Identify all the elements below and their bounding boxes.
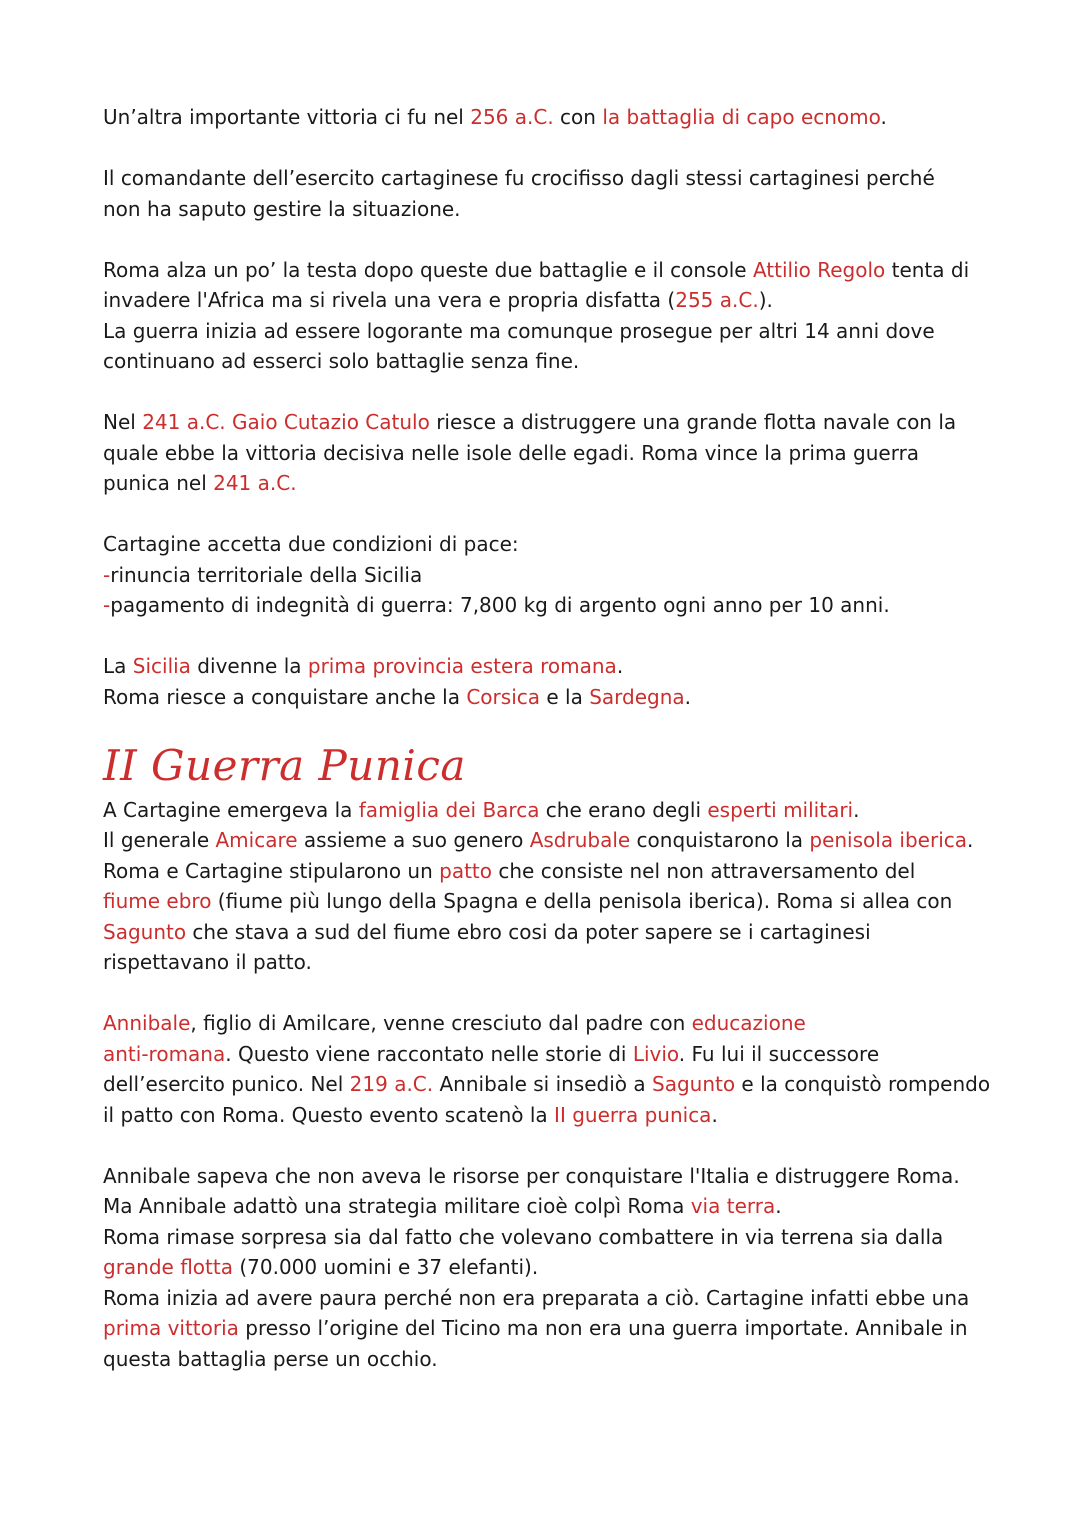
body-text: che stava a sud del fiume ebro cosi da poter sapere se i cartaginesi — [186, 919, 871, 944]
body-text: , figlio di Amilcare, venne cresciuto dal padre con — [190, 1011, 692, 1035]
section-seconda-guerra-punica — [103, 795, 1003, 1375]
body-text: che erano degli — [539, 797, 708, 822]
body-text: presso l’origine del Ticino ma non era una guerra importate. Annibale in — [238, 1316, 968, 1340]
highlighted-text: Corsica — [466, 684, 540, 709]
highlighted-text: 219 a.C. — [349, 1072, 434, 1096]
body-text: riesce a distruggere una grande flotta navale con la — [429, 410, 957, 434]
body-text: (70.000 uomini e 37 elefanti). — [232, 1255, 539, 1279]
body-text: . — [616, 654, 624, 678]
text-line — [103, 1100, 1003, 1131]
body-text: Nel — [103, 410, 143, 434]
highlighted-text: anti-romana — [103, 1041, 226, 1066]
body-text: . Questo viene raccontato nelle storie di — [225, 1041, 633, 1066]
body-text: questa battaglia perse un occhio. — [103, 1346, 438, 1371]
highlighted-text: II guerra punica — [554, 1102, 712, 1127]
paragraph — [103, 529, 1003, 621]
text-line — [103, 468, 1003, 499]
highlighted-text: 241 a.C. — [213, 471, 297, 495]
highlighted-text: Amicare — [215, 828, 298, 852]
body-text: tenta di — [885, 257, 970, 282]
text-line — [103, 795, 1003, 826]
highlighted-text: la battaglia di capo ecnomo — [602, 105, 881, 129]
paragraph — [103, 255, 1003, 377]
text-line — [103, 682, 1003, 713]
body-text: . — [775, 1194, 782, 1218]
paragraph — [103, 102, 1003, 133]
body-text: divenne la — [190, 654, 308, 678]
text-line — [103, 917, 1003, 948]
text-line — [103, 1161, 1003, 1192]
text-line — [103, 1344, 1003, 1375]
body-text: Annibale sapeva che non aveva le risorse per conquistare l'Italia e distruggere Roma. — [103, 1163, 960, 1188]
body-text: che consiste nel non attraversamento del — [492, 858, 916, 883]
section-heading: II Guerra Punica — [103, 740, 466, 790]
body-text: Roma rimase sorpresa sia dal fatto che volevano combattere in via terrena sia dalla — [103, 1224, 944, 1249]
body-text: non ha saputo gestire la situazione. — [103, 196, 461, 221]
body-text: punica nel — [103, 471, 214, 495]
highlighted-text: Sicilia — [132, 654, 191, 678]
text-line — [103, 560, 1003, 591]
body-text: A Cartagine emergeva la — [103, 797, 359, 822]
highlighted-text: Sardegna — [589, 684, 685, 709]
body-text: . — [684, 684, 692, 709]
paragraph — [103, 163, 1003, 224]
body-text: Il comandante dell’esercito cartaginese fu crocifisso dagli stessi cartaginesi perché — [103, 166, 935, 190]
section-prima-guerra-punica — [103, 102, 1003, 712]
highlighted-text: Annibale — [103, 1011, 191, 1035]
paragraph — [103, 1161, 1003, 1375]
text-line — [103, 1313, 1003, 1344]
body-text: Cartagine accetta due condizioni di pace: — [103, 532, 519, 556]
text-line — [103, 255, 1003, 286]
paragraph — [103, 407, 1003, 499]
body-text: il patto con Roma. Questo evento scatenò la — [103, 1102, 555, 1127]
highlighted-text: Attilio Regolo — [752, 257, 886, 282]
text-line — [103, 1008, 1003, 1039]
body-text: Ma Annibale adattò una strategia militare cioè colpì Roma — [103, 1194, 691, 1218]
text-line — [103, 1283, 1003, 1314]
text-line — [103, 947, 1003, 978]
highlighted-text: - — [103, 562, 111, 587]
highlighted-text: 241 a.C. Gaio Cutazio Catulo — [142, 410, 430, 434]
body-text: pagamento di indegnità di guerra: 7,800 kg di argento ogni anno per 10 anni. — [110, 593, 890, 617]
text-line — [103, 590, 1003, 621]
text-line — [103, 1069, 1003, 1100]
paragraph — [103, 651, 1003, 712]
text-line — [103, 1039, 1003, 1070]
body-text: rispettavano il patto. — [103, 950, 312, 974]
text-line — [103, 651, 1003, 682]
highlighted-text: - — [103, 593, 111, 617]
body-text: . — [880, 105, 887, 129]
text-line — [103, 1222, 1003, 1253]
text-line — [103, 285, 1003, 316]
highlighted-text: prima vittoria — [103, 1316, 239, 1340]
highlighted-text: Sagunto — [652, 1072, 736, 1096]
document-body — [103, 102, 1003, 1405]
body-text: (fiume più lungo della Spagna e della penisola iberica). Roma si allea con — [211, 889, 953, 913]
highlighted-text: via terra — [690, 1194, 776, 1218]
body-text: . — [711, 1102, 718, 1127]
body-text: . — [967, 828, 974, 852]
highlighted-text: fiume ebro — [103, 889, 212, 913]
highlighted-text: Sagunto — [103, 919, 187, 944]
body-text: Roma riesce a conquistare anche la — [103, 684, 467, 709]
body-text: invadere l'Africa ma si rivela una vera e propria disfatta ( — [103, 288, 676, 312]
body-text: assieme a suo genero — [297, 828, 530, 852]
text-line — [103, 163, 1003, 194]
body-text: Il generale — [103, 828, 216, 852]
body-text: La guerra inizia ad essere logorante ma comunque prosegue per altri 14 anni dove — [103, 318, 935, 343]
highlighted-text: educazione — [691, 1011, 806, 1035]
text-line — [103, 1252, 1003, 1283]
paragraph — [103, 795, 1003, 978]
highlighted-text: penisola iberica — [809, 828, 968, 852]
highlighted-text: 255 a.C. — [675, 288, 759, 312]
body-text: Roma e Cartagine stipularono un — [103, 858, 440, 883]
highlighted-text: 256 a.C. — [470, 105, 554, 129]
body-text: e la — [540, 684, 590, 709]
body-text: Roma inizia ad avere paura perché non era preparata a ciò. Cartagine infatti ebbe una — [103, 1285, 970, 1310]
text-line — [103, 856, 1003, 887]
text-line — [103, 346, 1003, 377]
body-text: conquistarono la — [630, 828, 810, 852]
text-line — [103, 316, 1003, 347]
text-line — [103, 194, 1003, 225]
body-text: Annibale si insediò a — [433, 1072, 652, 1096]
body-text: La — [103, 654, 133, 678]
body-text: continuano ad esserci solo battaglie senza fine. — [103, 349, 580, 373]
text-line — [103, 825, 1003, 856]
highlighted-text: Asdrubale — [529, 828, 631, 852]
highlighted-text: esperti militari — [707, 797, 854, 822]
highlighted-text: prima provincia estera romana — [307, 654, 617, 678]
text-line — [103, 438, 1003, 469]
highlighted-text: patto — [439, 858, 492, 883]
body-text: e la conquistò rompendo — [735, 1072, 991, 1096]
text-line — [103, 1191, 1003, 1222]
text-line — [103, 529, 1003, 560]
highlighted-text: grande flotta — [103, 1255, 233, 1279]
body-text: quale ebbe la vittoria decisiva nelle isole delle egadi. Roma vince la prima guerra — [103, 440, 920, 465]
body-text: . Fu lui il successore — [678, 1041, 880, 1066]
body-text: ). — [758, 288, 773, 312]
text-line — [103, 886, 1003, 917]
highlighted-text: Livio — [632, 1041, 679, 1066]
text-line — [103, 102, 1003, 133]
body-text: Un’altra importante vittoria ci fu nel — [103, 105, 471, 129]
highlighted-text: famiglia dei Barca — [358, 797, 540, 822]
body-text: Roma alza un po’ la testa dopo queste due battaglie e il console — [103, 257, 753, 282]
body-text: rinuncia territoriale della Sicilia — [110, 562, 423, 587]
paragraph — [103, 1008, 1003, 1130]
text-line — [103, 407, 1003, 438]
body-text: . — [853, 797, 860, 822]
body-text: dell’esercito punico. Nel — [103, 1072, 350, 1096]
body-text: con — [553, 105, 603, 129]
